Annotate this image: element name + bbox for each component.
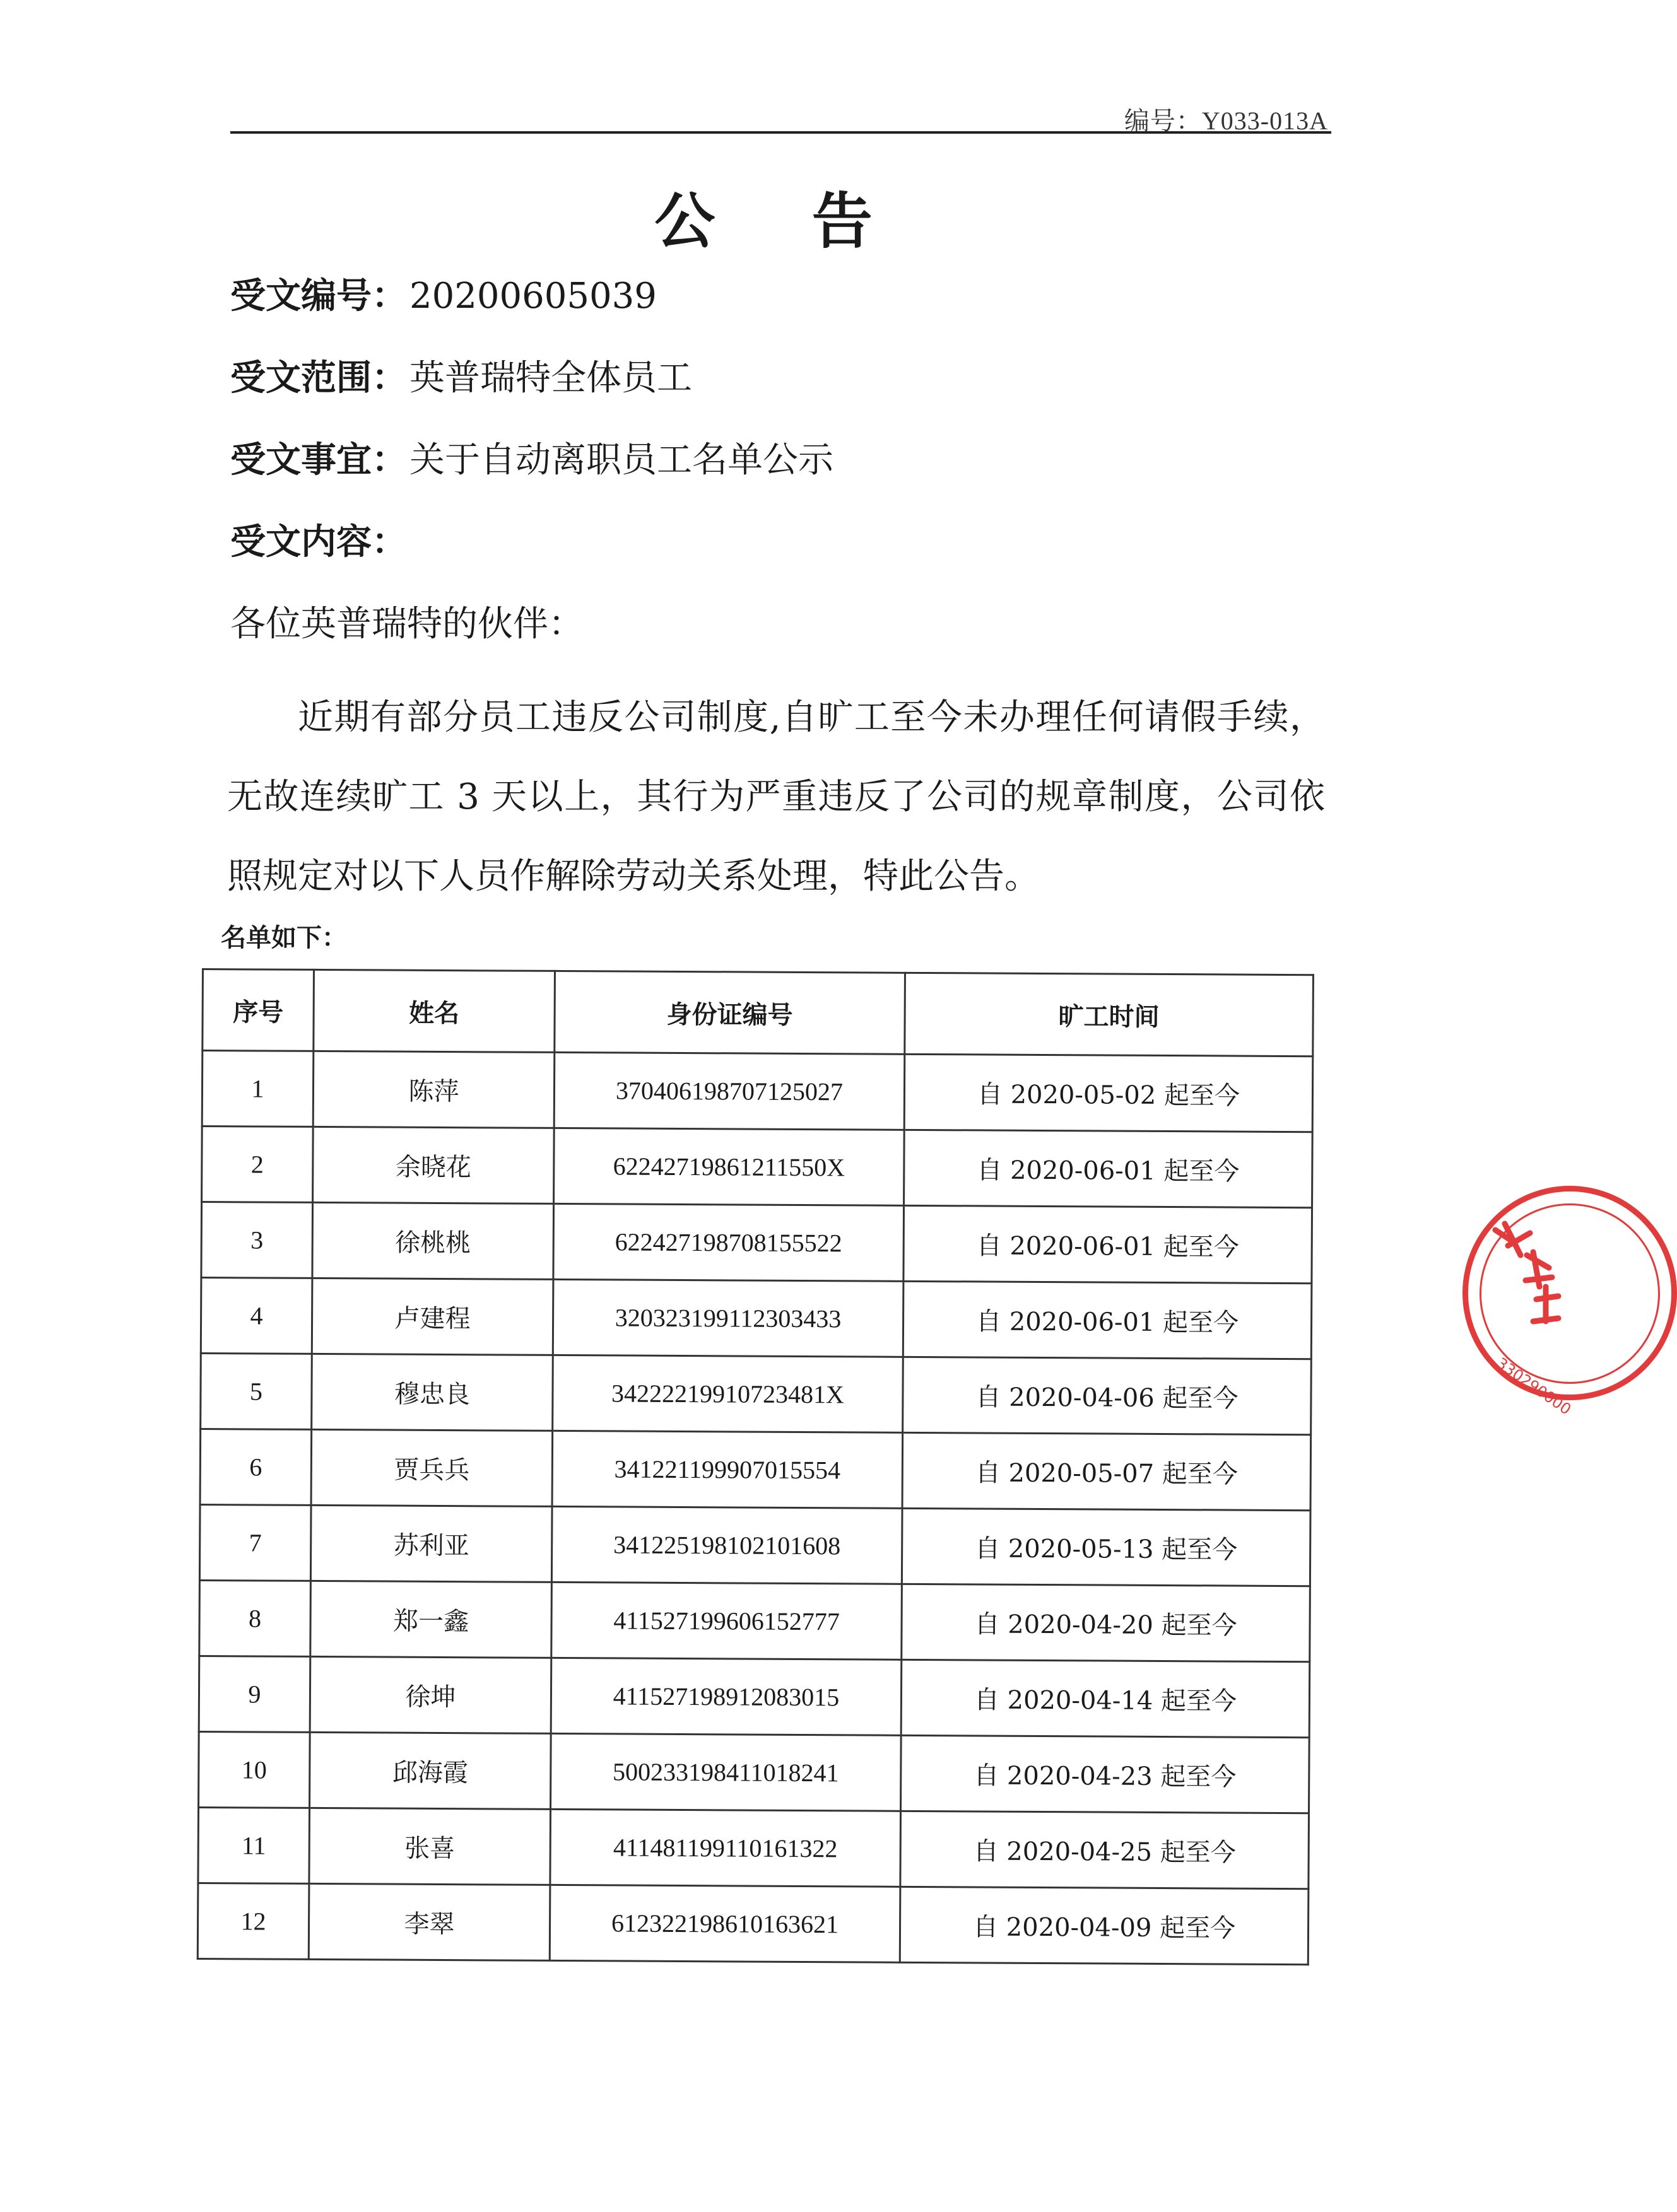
notice-title: 公 告 bbox=[654, 186, 910, 257]
serial-cell: 4 bbox=[201, 1278, 312, 1354]
id-cell: 411527199606152777 bbox=[551, 1582, 902, 1659]
name-cell: 徐桃桃 bbox=[312, 1202, 554, 1279]
table-row bbox=[201, 1202, 1312, 1284]
table-row bbox=[202, 1126, 1313, 1208]
serial-cell: 12 bbox=[197, 1883, 309, 1959]
table-row bbox=[199, 1504, 1310, 1586]
serial-cell: 2 bbox=[202, 1126, 314, 1203]
receipt-scope-value: 英普瑞特全体员工 bbox=[409, 358, 692, 399]
table-row bbox=[201, 1278, 1312, 1359]
name-cell: 张喜 bbox=[309, 1808, 551, 1885]
list-title: 名单如下： bbox=[221, 923, 347, 952]
name-cell: 郑一鑫 bbox=[310, 1581, 552, 1658]
receipt-content-field bbox=[230, 514, 409, 565]
document-number: 编号：Y033-013A bbox=[1124, 107, 1328, 135]
id-cell: 370406198707125027 bbox=[554, 1052, 905, 1130]
absence-cell: 自 2020-04-06 起至今 bbox=[903, 1357, 1312, 1434]
absence-cell: 自 2020-04-23 起至今 bbox=[901, 1735, 1310, 1813]
absence-cell: 自 2020-04-25 起至今 bbox=[900, 1811, 1309, 1888]
header-name: 姓名 bbox=[314, 969, 555, 1052]
name-cell: 徐坤 bbox=[310, 1656, 551, 1733]
id-cell: 34222219910723481X bbox=[553, 1355, 903, 1432]
name-cell: 李翠 bbox=[309, 1883, 550, 1960]
name-cell: 穆忠良 bbox=[312, 1354, 553, 1431]
table-row bbox=[199, 1731, 1310, 1813]
absence-cell: 自 2020-05-02 起至今 bbox=[904, 1054, 1313, 1132]
id-cell: 320323199112303433 bbox=[553, 1279, 903, 1357]
id-cell: 62242719861211550X bbox=[554, 1128, 905, 1205]
table-row bbox=[199, 1580, 1310, 1661]
absence-cell: 自 2020-06-01 起至今 bbox=[903, 1205, 1312, 1283]
company-seal-mark bbox=[1470, 1186, 1575, 1419]
header-absence-period: 旷工时间 bbox=[905, 973, 1314, 1056]
name-cell: 邱海霞 bbox=[310, 1732, 551, 1809]
table-row bbox=[199, 1656, 1310, 1737]
absence-cell: 自 2020-05-07 起至今 bbox=[902, 1432, 1311, 1510]
table-header-row bbox=[203, 969, 1314, 1056]
serial-cell: 7 bbox=[199, 1504, 311, 1581]
id-cell: 411481199110161322 bbox=[550, 1809, 901, 1887]
serial-cell: 1 bbox=[202, 1051, 314, 1127]
absence-cell: 自 2020-04-20 起至今 bbox=[902, 1584, 1310, 1661]
table-row bbox=[200, 1429, 1311, 1510]
receipt-matter-field bbox=[230, 432, 833, 483]
serial-cell: 5 bbox=[201, 1353, 312, 1429]
name-cell: 卢建程 bbox=[312, 1278, 553, 1355]
name-cell: 贾兵兵 bbox=[311, 1429, 553, 1506]
table-row bbox=[197, 1883, 1309, 1964]
name-cell: 余晓花 bbox=[313, 1126, 555, 1203]
serial-cell: 8 bbox=[199, 1580, 311, 1656]
receipt-matter-value: 关于自动离职员工名单公示 bbox=[409, 440, 833, 481]
serial-cell: 11 bbox=[198, 1807, 310, 1883]
id-cell: 411527198912083015 bbox=[551, 1658, 902, 1735]
header-serial: 序号 bbox=[203, 969, 314, 1051]
receipt-number-value: 20200605039 bbox=[409, 276, 657, 317]
receipt-matter-label: 受文事宜： bbox=[230, 440, 407, 481]
absence-cell: 自 2020-04-14 起至今 bbox=[901, 1659, 1310, 1737]
name-cell: 陈萍 bbox=[313, 1051, 555, 1128]
id-cell: 500233198411018241 bbox=[551, 1733, 902, 1811]
receipt-number-field bbox=[230, 268, 657, 319]
receipt-number-label: 受文编号： bbox=[230, 276, 407, 317]
header-rule bbox=[230, 131, 1331, 134]
absence-cell: 自 2020-04-09 起至今 bbox=[900, 1887, 1309, 1964]
id-cell: 341221199907015554 bbox=[552, 1431, 903, 1508]
receipt-scope-field bbox=[230, 350, 692, 401]
receipt-scope-label: 受文范围： bbox=[230, 358, 407, 399]
dismissal-table bbox=[197, 968, 1314, 1965]
absence-cell: 自 2020-05-13 起至今 bbox=[902, 1508, 1310, 1586]
name-cell: 苏利亚 bbox=[310, 1505, 552, 1582]
table-row bbox=[201, 1353, 1312, 1434]
id-cell: 622427198708155522 bbox=[553, 1203, 904, 1281]
table-row bbox=[198, 1807, 1309, 1888]
notice-body: 近期有部分员工违反公司制度,自旷工至今未办理任何请假手续，无故连续旷工 3 天以上，其行为严重违反了公司的规章制度，公司依照规定对以下人员作解除劳动关系处理，特此公告。 bbox=[227, 697, 1325, 897]
seal-number-text: 330290000 bbox=[1493, 1354, 1575, 1419]
absence-cell: 自 2020-06-01 起至今 bbox=[903, 1281, 1312, 1359]
absence-cell: 自 2020-06-01 起至今 bbox=[904, 1130, 1313, 1207]
receipt-content-label: 受文内容： bbox=[230, 522, 407, 563]
id-cell: 341225198102101608 bbox=[551, 1506, 902, 1584]
salutation: 各位英普瑞特的伙伴： bbox=[230, 604, 584, 645]
serial-cell: 10 bbox=[199, 1731, 310, 1808]
id-cell: 612322198610163621 bbox=[550, 1885, 900, 1962]
serial-cell: 3 bbox=[201, 1202, 313, 1279]
header-id-number: 身份证编号 bbox=[555, 971, 905, 1054]
serial-cell: 6 bbox=[200, 1429, 312, 1505]
table-row bbox=[202, 1051, 1313, 1132]
serial-cell: 9 bbox=[199, 1656, 310, 1732]
